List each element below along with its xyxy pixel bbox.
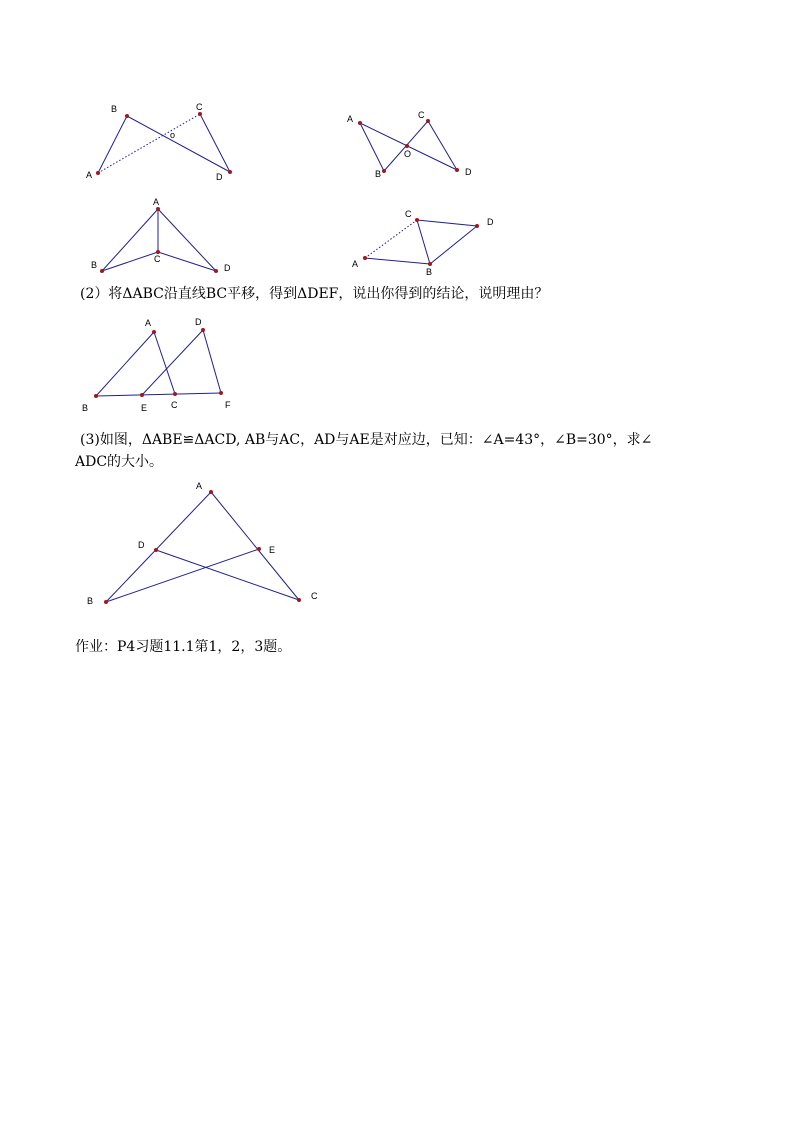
point-d <box>214 269 218 273</box>
figure-1 <box>85 100 245 185</box>
point-e <box>257 547 261 551</box>
point-b <box>104 600 108 604</box>
segment-ab <box>365 258 430 264</box>
segment-ab <box>98 116 127 173</box>
segment-cb <box>417 220 430 264</box>
label-c: C <box>154 254 161 264</box>
point-d <box>455 168 459 172</box>
label-d: D <box>224 263 231 273</box>
label-o: O <box>404 149 412 159</box>
point-d <box>154 548 158 552</box>
question-3-line-2: ADC的大小。 <box>75 454 164 470</box>
question-3-line-1: (3)如图，ΔABE≌ΔACD, AB与AC，AD与AE是对应边，已知：∠A=43°，∠B=30°，求∠ <box>80 432 653 448</box>
point-a <box>156 207 160 211</box>
point-a <box>363 256 367 260</box>
segment-bd <box>127 116 230 172</box>
point-c <box>426 119 430 123</box>
label-d: D <box>195 317 202 327</box>
point-b <box>382 169 386 173</box>
label-d: D <box>138 540 145 550</box>
label-b: B <box>375 169 382 179</box>
segment-ac-dotted <box>365 220 417 258</box>
point-c <box>415 218 419 222</box>
label-e: E <box>141 403 148 413</box>
point-c <box>173 392 177 396</box>
point-a <box>152 330 156 334</box>
label-a: A <box>145 318 152 328</box>
segment-bf <box>96 393 221 396</box>
point-b <box>94 394 98 398</box>
point-b <box>100 269 104 273</box>
label-f: F <box>225 400 231 410</box>
label-b: B <box>82 403 89 413</box>
point-c <box>297 598 301 602</box>
label-c: C <box>196 102 203 112</box>
point-c <box>198 112 202 116</box>
label-d: D <box>216 172 223 182</box>
point-o <box>405 144 409 148</box>
point-e <box>140 393 144 397</box>
point-d <box>201 328 205 332</box>
label-a: A <box>347 114 354 124</box>
label-e: E <box>269 545 276 555</box>
point-d <box>475 224 479 228</box>
label-c: C <box>311 591 318 601</box>
figure-5 <box>78 312 248 412</box>
point-b <box>428 262 432 266</box>
homework-text: 作业：P4习题11.1第1，2，3题。 <box>75 639 292 655</box>
figure-3 <box>90 195 240 280</box>
label-o: o <box>170 130 176 140</box>
segment-df <box>203 330 221 393</box>
question-2-text: (2）将ΔABC沿直线BC平移，得到ΔDEF，说出你得到的结论，说明理由？ <box>80 286 549 302</box>
segment-bd <box>430 226 477 264</box>
label-c: C <box>405 209 412 219</box>
segment-cd <box>417 220 477 226</box>
point-d <box>228 170 232 174</box>
label-a: A <box>196 481 203 491</box>
label-d: D <box>487 217 494 227</box>
segment-ba <box>96 332 154 396</box>
figure-4 <box>350 205 500 280</box>
point-b <box>125 114 129 118</box>
label-b: B <box>91 260 98 270</box>
segment-ab <box>360 123 384 171</box>
label-b: B <box>87 596 94 606</box>
segment-ac <box>211 492 299 600</box>
point-a <box>96 171 100 175</box>
label-c: C <box>171 400 178 410</box>
label-a: A <box>352 259 359 269</box>
figure-2 <box>340 105 490 185</box>
point-a <box>209 490 213 494</box>
label-a: A <box>153 197 160 207</box>
point-f <box>219 391 223 395</box>
label-d: D <box>465 167 472 177</box>
label-b: B <box>111 104 118 114</box>
label-b: B <box>426 267 433 277</box>
segment-dc <box>156 550 299 600</box>
label-c: C <box>418 110 425 120</box>
point-a <box>358 121 362 125</box>
figure-6 <box>80 475 330 615</box>
segment-ab <box>106 492 211 602</box>
segment-be <box>106 549 259 602</box>
label-a: A <box>86 170 93 180</box>
